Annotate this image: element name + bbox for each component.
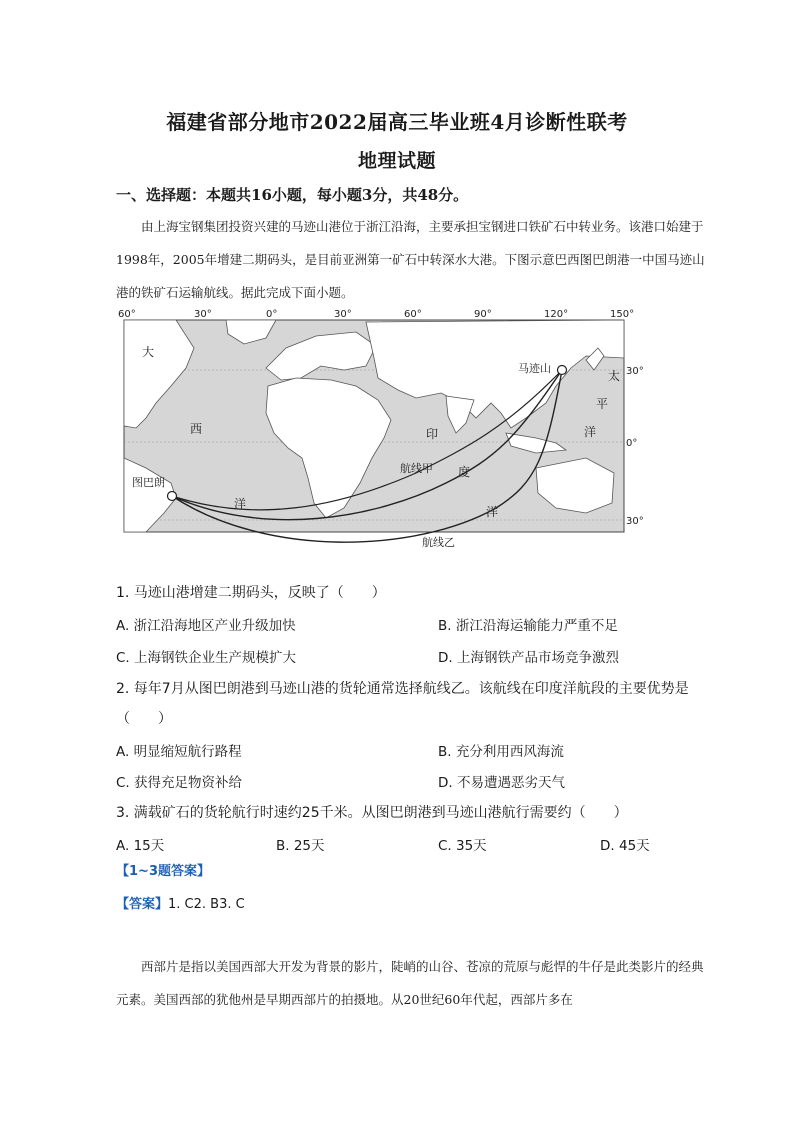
- question-3-stem: 3. 满载矿石的货轮航行时速约25千米。从图巴朗港到马迹山港航行需要约（ ）: [116, 805, 628, 821]
- q2-option-d[interactable]: D. 不易遭遇恶劣天气: [438, 775, 565, 791]
- ocean-label: 洋: [486, 505, 499, 519]
- ocean-label: 太: [608, 369, 621, 383]
- route-b-label: 航线乙: [422, 536, 455, 549]
- q1-option-b[interactable]: B. 浙江沿海运输能力严重不足: [438, 618, 618, 634]
- lat-label: 0°: [626, 438, 638, 449]
- lon-label: 30°: [194, 309, 212, 320]
- lon-label: 60°: [404, 309, 422, 320]
- q3-option-c[interactable]: C. 35天: [438, 838, 487, 854]
- ocean-label: 西: [190, 422, 203, 436]
- ocean-label: 洋: [584, 425, 597, 439]
- lat-label: 30°: [626, 366, 644, 377]
- q3-option-a[interactable]: A. 15天: [116, 838, 165, 854]
- q3-option-b[interactable]: B. 25天: [276, 838, 325, 854]
- q2-option-b[interactable]: B. 充分利用西风海流: [438, 744, 564, 760]
- port-label-tubarao: 图巴朗: [132, 476, 165, 489]
- answer-line: [116, 893, 245, 912]
- q1-option-a[interactable]: A. 浙江沿海地区产业升级加快: [116, 618, 296, 634]
- lon-label: 30°: [334, 309, 352, 320]
- lon-label: 90°: [474, 309, 492, 320]
- page-title: 福建省部分地市2022届高三毕业班4月诊断性联考: [166, 110, 628, 134]
- question-2-stem-cont: （ ）: [116, 711, 172, 727]
- lon-label: 0°: [266, 309, 278, 320]
- q2-option-a[interactable]: A. 明显缩短航行路程: [116, 744, 242, 760]
- answer-tag: 【答案】: [116, 897, 169, 912]
- route-a-label: 航线甲: [400, 462, 433, 475]
- port-label-majishan: 马迹山: [518, 362, 551, 375]
- page-subtitle: 地理试题: [357, 150, 436, 172]
- route-map: [116, 308, 644, 572]
- ocean-label: 印: [426, 427, 439, 441]
- q1-option-c[interactable]: C. 上海钢铁企业生产规模扩大: [116, 650, 297, 666]
- q1-option-d[interactable]: D. 上海钢铁产品市场竞争激烈: [438, 650, 619, 666]
- lon-label: 120°: [544, 309, 569, 320]
- intro-paragraph: 由上海宝钢集团投资兴建的马迹山港位于浙江沿海，主要承担宝钢进口铁矿石中转业务。该港口始建于1998年，2005年增建二期码头，是目前亚洲第一矿石中转深水大港。下图示意巴西图巴朗港一中国马迹山港的铁矿石运输航线。据此完成下面小题。: [116, 219, 705, 300]
- question-1-stem: 1. 马迹山港增建二期码头，反映了（ ）: [116, 585, 386, 601]
- section-heading: 一、选择题：本题共16小题，每小题3分，共48分。: [116, 186, 469, 204]
- question-2-stem: 2. 每年7月从图巴朗港到马迹山港的货轮通常选择航线乙。该航线在印度洋航段的主要优势是: [116, 681, 689, 697]
- ocean-label: 平: [596, 397, 609, 411]
- lon-label: 60°: [118, 309, 136, 320]
- ocean-label: 洋: [234, 497, 247, 511]
- q3-option-d[interactable]: D. 45天: [600, 838, 650, 854]
- q2-option-c[interactable]: C. 获得充足物资补给: [116, 775, 243, 791]
- passage-2: 西部片是指以美国西部大开发为背景的影片，陡峭的山谷、苍凉的荒原与彪悍的牛仔是此类影片的经典元素。美国西部的犹他州是早期西部片的拍摄地。从20世纪60年代起，西部片多在: [116, 959, 704, 1007]
- answer-text: 1. C2. B3. C: [168, 897, 245, 912]
- majishan-port-marker: [558, 366, 567, 375]
- lon-label: 150°: [610, 309, 635, 320]
- tubarao-port-marker: [168, 492, 177, 501]
- ocean-label: 度: [458, 465, 471, 479]
- ocean-label: 大: [142, 345, 155, 359]
- answer-heading: 【1~3题答案】: [116, 864, 210, 879]
- lat-label: 30°: [626, 516, 644, 527]
